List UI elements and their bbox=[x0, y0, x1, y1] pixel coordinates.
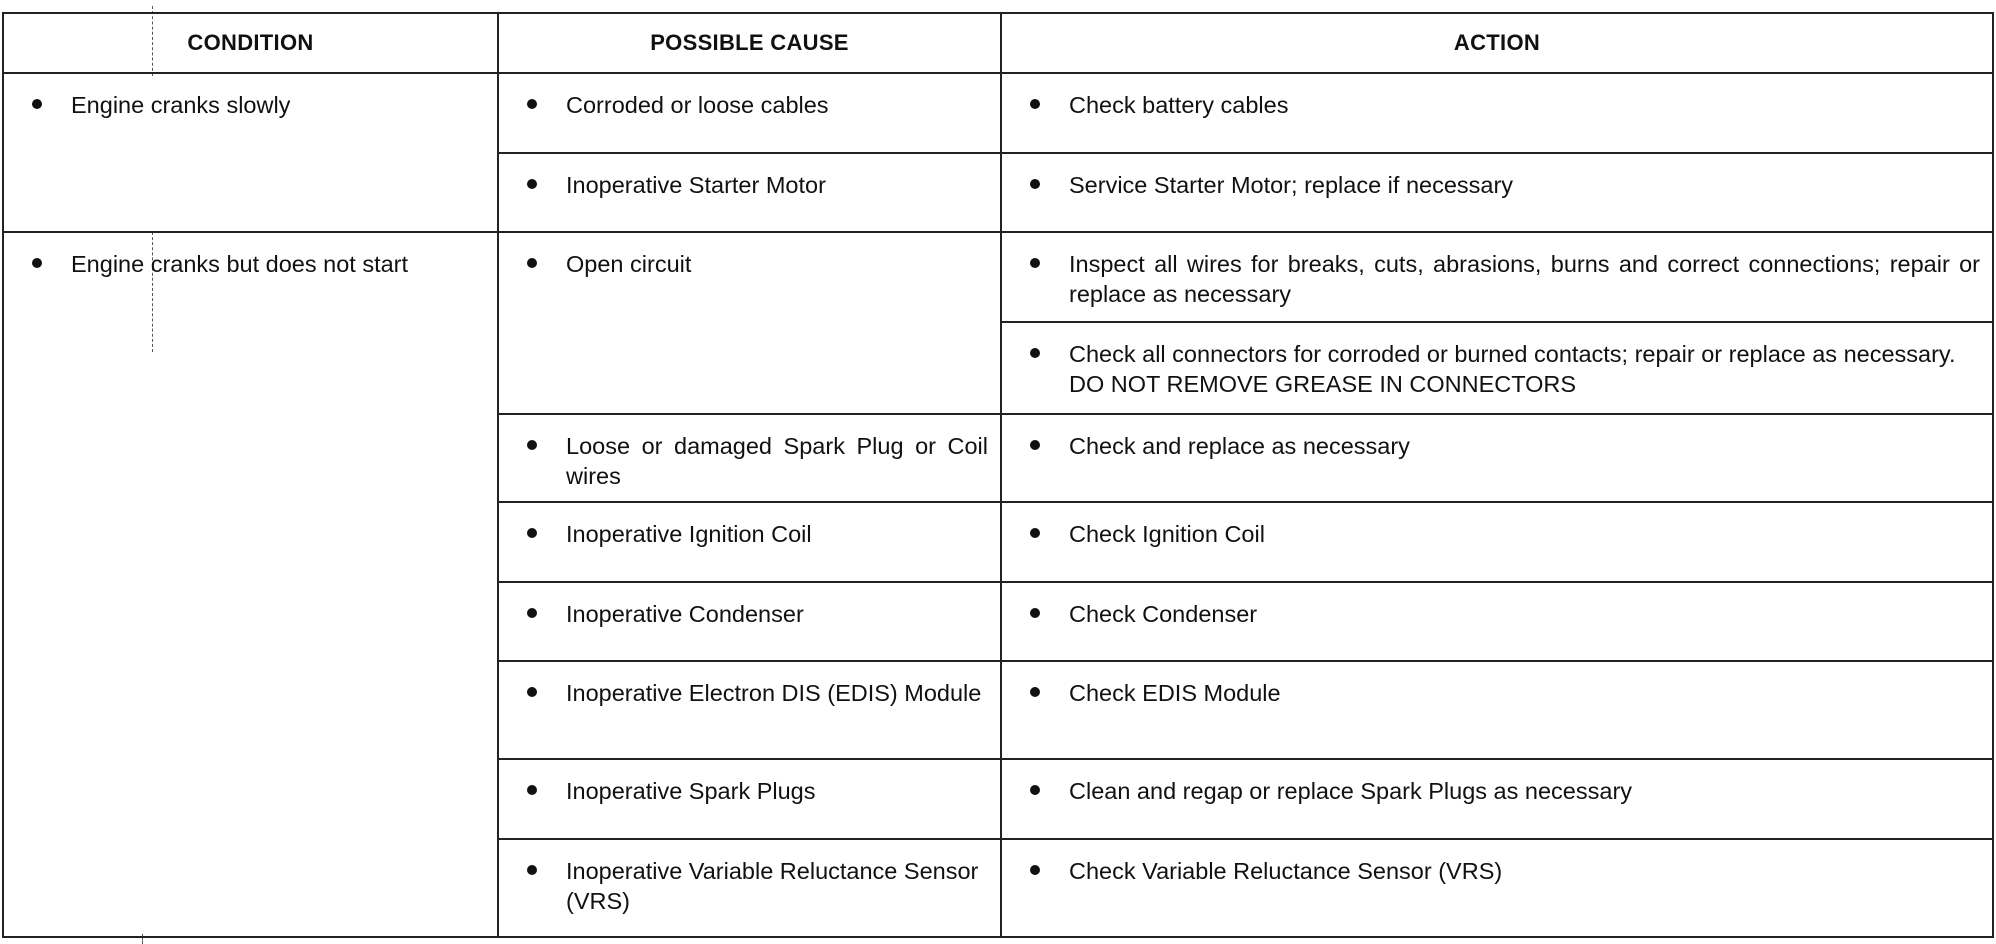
list-item bbox=[1002, 170, 1980, 200]
list-item bbox=[499, 519, 988, 549]
cause-cell bbox=[498, 582, 1001, 661]
cause-cell bbox=[498, 153, 1001, 232]
bullet-icon bbox=[527, 608, 537, 618]
cause-cell bbox=[498, 759, 1001, 839]
cause-text: Open circuit bbox=[566, 251, 692, 277]
list-item bbox=[1002, 678, 1980, 708]
action-text: Check Ignition Coil bbox=[1069, 521, 1265, 547]
bullet-icon bbox=[1030, 348, 1040, 358]
list-item bbox=[1002, 776, 1980, 806]
bullet-icon bbox=[527, 687, 537, 697]
bullet-icon bbox=[1030, 687, 1040, 697]
action-text: Check and replace as necessary bbox=[1069, 433, 1410, 459]
action-text: Check Variable Reluctance Sensor (VRS) bbox=[1069, 858, 1503, 884]
bullet-icon bbox=[1030, 179, 1040, 189]
cause-cell bbox=[498, 73, 1001, 153]
condition-cell bbox=[3, 73, 498, 232]
action-text: Inspect all wires for breaks, cuts, abrasions, burns and correct connections; repair or replace as necessary bbox=[1069, 251, 1980, 307]
list-item bbox=[4, 249, 485, 279]
table-row bbox=[3, 232, 1993, 322]
bullet-icon bbox=[1030, 785, 1040, 795]
action-text: Check all connectors for corroded or burned contacts; repair or replace as necessary. DO NOT REMOVE GREASE IN CONNECTORS bbox=[1069, 341, 1956, 397]
action-cell bbox=[1001, 73, 1993, 153]
action-text: Check battery cables bbox=[1069, 92, 1289, 118]
action-cell bbox=[1001, 414, 1993, 502]
header-action: ACTION bbox=[1001, 13, 1993, 73]
bullet-icon bbox=[32, 99, 42, 109]
cause-text: Inoperative Starter Motor bbox=[566, 172, 826, 198]
list-item bbox=[499, 599, 988, 629]
bullet-icon bbox=[527, 258, 537, 268]
action-cell bbox=[1001, 839, 1993, 937]
bullet-icon bbox=[527, 785, 537, 795]
list-item bbox=[499, 678, 988, 708]
action-cell bbox=[1001, 153, 1993, 232]
list-item bbox=[1002, 519, 1980, 549]
bullet-icon bbox=[1030, 865, 1040, 875]
list-item bbox=[499, 249, 988, 279]
list-item bbox=[1002, 249, 1980, 309]
bullet-icon bbox=[32, 258, 42, 268]
action-cell bbox=[1001, 232, 1993, 322]
action-cell bbox=[1001, 502, 1993, 582]
action-text: Check Condenser bbox=[1069, 601, 1258, 627]
cause-text: Inoperative Spark Plugs bbox=[566, 778, 816, 804]
action-text: Clean and regap or replace Spark Plugs as necessary bbox=[1069, 778, 1633, 804]
bullet-icon bbox=[1030, 440, 1040, 450]
action-cell bbox=[1001, 582, 1993, 661]
list-item bbox=[4, 90, 485, 120]
bullet-icon bbox=[527, 440, 537, 450]
bullet-icon bbox=[527, 179, 537, 189]
cause-text: Inoperative Variable Reluctance Sensor (VRS) bbox=[566, 858, 979, 914]
list-item bbox=[1002, 856, 1980, 886]
cause-cell bbox=[498, 232, 1001, 414]
list-item bbox=[1002, 339, 1980, 399]
bullet-icon bbox=[527, 865, 537, 875]
bullet-icon bbox=[1030, 528, 1040, 538]
action-text: Check EDIS Module bbox=[1069, 680, 1281, 706]
table-header-row bbox=[3, 13, 1993, 73]
cause-cell bbox=[498, 661, 1001, 759]
action-text: Service Starter Motor; replace if necessary bbox=[1069, 172, 1514, 198]
bullet-icon bbox=[527, 528, 537, 538]
list-item bbox=[499, 90, 988, 120]
list-item bbox=[1002, 599, 1980, 629]
table-row bbox=[3, 73, 1993, 153]
list-item bbox=[1002, 431, 1980, 461]
list-item bbox=[1002, 90, 1980, 120]
action-cell bbox=[1001, 322, 1993, 414]
cause-text: Corroded or loose cables bbox=[566, 92, 829, 118]
cause-cell bbox=[498, 502, 1001, 582]
troubleshooting-table bbox=[2, 12, 1994, 938]
cause-text: Loose or damaged Spark Plug or Coil wires bbox=[566, 433, 988, 489]
list-item bbox=[499, 776, 988, 806]
cause-text: Inoperative Ignition Coil bbox=[566, 521, 812, 547]
header-possible-cause: POSSIBLE CAUSE bbox=[498, 13, 1001, 73]
bullet-icon bbox=[1030, 258, 1040, 268]
condition-text: Engine cranks slowly bbox=[71, 92, 291, 118]
condition-text: Engine cranks but does not start bbox=[71, 251, 409, 277]
bullet-icon bbox=[1030, 608, 1040, 618]
list-item bbox=[499, 170, 988, 200]
cause-text: Inoperative Condenser bbox=[566, 601, 804, 627]
list-item bbox=[499, 856, 988, 916]
bullet-icon bbox=[527, 99, 537, 109]
cause-cell bbox=[498, 414, 1001, 502]
header-condition: CONDITION bbox=[3, 13, 498, 73]
cause-text: Inoperative Electron DIS (EDIS) Module bbox=[566, 680, 982, 706]
list-item bbox=[499, 431, 988, 491]
action-cell bbox=[1001, 661, 1993, 759]
action-cell bbox=[1001, 759, 1993, 839]
cause-cell bbox=[498, 839, 1001, 937]
condition-cell bbox=[3, 232, 498, 937]
bullet-icon bbox=[1030, 99, 1040, 109]
